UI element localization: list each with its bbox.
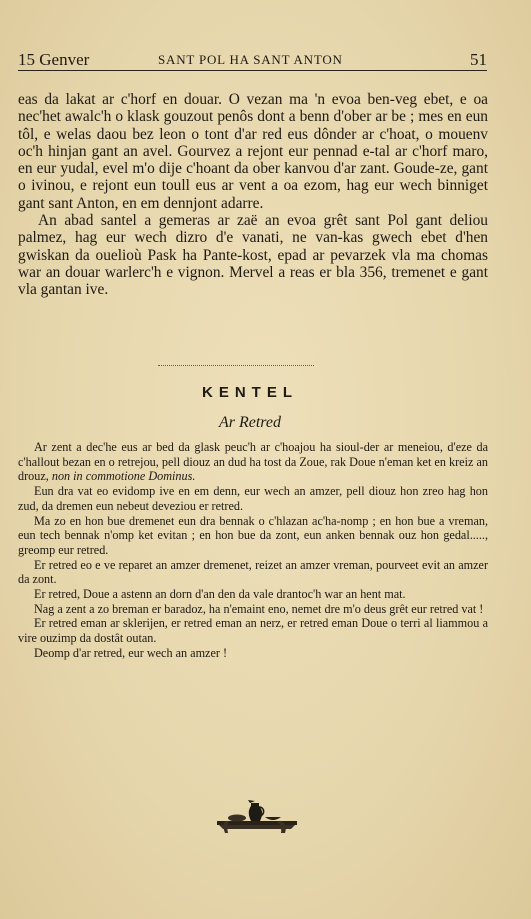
paragraph-second: An abad santel a gemeras ar zaë an evoa grêt sant Pol gant deliou palmez, hag eur wech dizro d'e vanati, ne van-kas gwech ebet d'hen gwiskan da ouelioù Pask ha Pante-kost, epad ar pevarzek vla ma chomas war an douar warlerc'h e vignon. Mervel a reas er bla 356, tremenet e gant vla gantan ive.: [18, 212, 488, 299]
main-text: [18, 91, 488, 299]
lesson-paragraph-text: Ar zent a dec'he eus ar bed da glask peuc'h ar c'hoajou ha sioul-der ar meneiou, d'eze da c'hallout bezan en o retrejou, pell diouz an dud ha tost da Zoue, rak Doue n'eman ket en kreiz an drouz,: [18, 440, 488, 484]
paragraph-continuation: eas da lakat ar c'horf en douar. O vezan ma 'n evoa ben-veg ebet, e oa nec'het awalc'h o klask gouzout penôs dont a benn d'ober ar be ; mes en eun tôl, e welas daou bez leon o tont d'ar red eus dônder ar c'hoat, o mouenv oc'h hinjan gant an avel. Gourvez a rejont eur pennad e-tal ar c'horf maro, en eur yudal, evel m'o dije c'hoant da ober kanvou d'ar zant. Goude-ze, gant o ivinou, e rejont eun toull eus ar vent a oa ezom, hag eur wech binniget gant sant Anton, en em dennjont adarre.: [18, 91, 488, 212]
lesson-paragraph: Er retred eman ar sklerijen, er retred eman an nerz, er retred eman Doue o terri al liammou a vire ouzimp da dostât outan.: [18, 616, 488, 646]
header-rule: [18, 70, 487, 71]
section-title: KENTEL: [202, 384, 298, 401]
lesson-paragraph: Deomp d'ar retred, eur wech an amzer !: [34, 645, 228, 660]
still-life-ornament-icon: [215, 793, 301, 835]
section-subtitle: Ar Retred: [218, 414, 282, 431]
lesson-paragraph: [18, 440, 488, 484]
lesson-text: [18, 440, 488, 661]
lesson-paragraph: Nag a zent a zo breman er baradoz, ha n'emaint eno, nemet dre m'o deus grêt eur retred vat !: [34, 601, 484, 616]
lesson-paragraph: Ma zo en hon bue dremenet eun dra bennak o c'hlazan ac'ha-nomp ; en hon bue a vreman, eun tech bennak n'omp ket evitan ; en hon bue da zont, eun anken bennak ouz hon gedal....., greomp eur retred.: [18, 513, 488, 557]
section-divider: [158, 365, 314, 366]
lesson-paragraph: Eun dra vat eo evidomp ive en em denn, eur wech an amzer, pell diouz hon zreo hag hon zud, da dremen eun nebeut deveziou er retred.: [18, 484, 488, 513]
running-header: [18, 50, 487, 72]
page-number: 51: [470, 50, 487, 69]
header-title: SANT POL HA SANT ANTON: [158, 52, 343, 67]
latin-quote: non in commotione Dominus.: [51, 469, 196, 484]
header-date: 15 Genver: [18, 50, 90, 69]
lesson-paragraph: Er retred eo e ve reparet an amzer dremenet, reizet an amzer vreman, pourveet evit an amzer da zont.: [18, 557, 488, 587]
lesson-paragraph: Er retred, Doue a astenn an dorn d'an den da vale drantoc'h war an hent mat.: [34, 587, 406, 602]
